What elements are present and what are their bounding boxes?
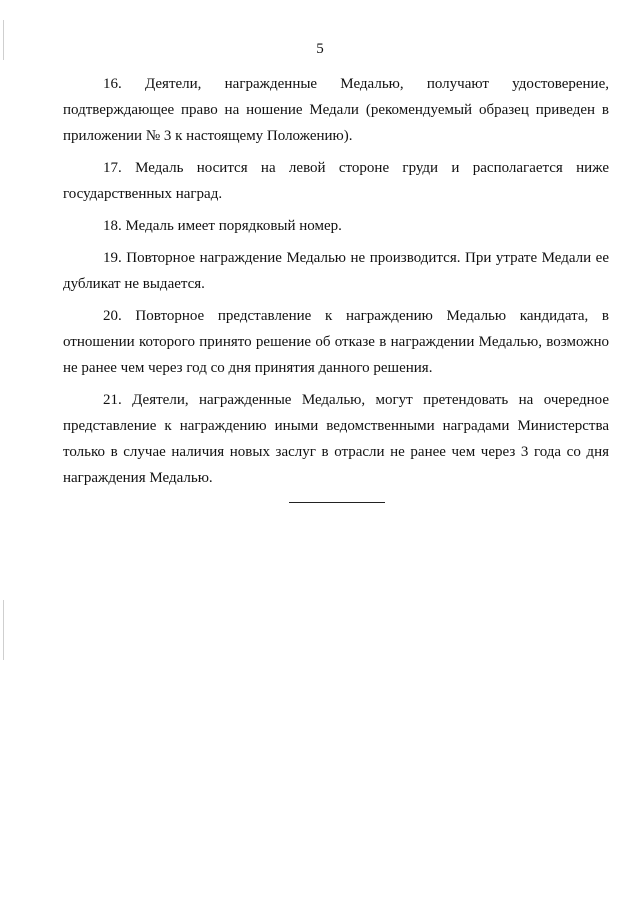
paragraph-16: 16. Деятели, награжденные Медалью, получают удостоверение, подтверждающее право на ношение Медали (рекомендуемый образец приведен в приложении № 3 к настоящему Положению). bbox=[63, 76, 609, 144]
paragraph-19: 19. Повторное награждение Медалью не производится. При утрате Медали ее дубликат не выдается. bbox=[63, 250, 609, 292]
paragraph-18: 18. Медаль имеет порядковый номер. bbox=[103, 218, 342, 234]
paragraph-20: 20. Повторное представление к награждению Медалью кандидата, в отношении которого принято решение об отказе в награждении Медалью, возможно не ранее чем через год со дня принятия данного решения. bbox=[63, 308, 609, 376]
scan-edge-mark bbox=[3, 600, 4, 660]
paragraph-17: 17. Медаль носится на левой стороне груди и располагается ниже государственных наград. bbox=[63, 160, 609, 202]
page-number: 5 bbox=[316, 41, 324, 57]
document-body bbox=[63, 71, 609, 497]
end-of-text-rule bbox=[289, 502, 385, 503]
paragraph-21: 21. Деятели, награжденные Медалью, могут претендовать на очередное представление к награждению иными ведомственными наградами Министерства только в случае наличия новых заслуг в отрасли не ранее чем через 3 года со дня награждения Медалью. bbox=[63, 392, 609, 486]
